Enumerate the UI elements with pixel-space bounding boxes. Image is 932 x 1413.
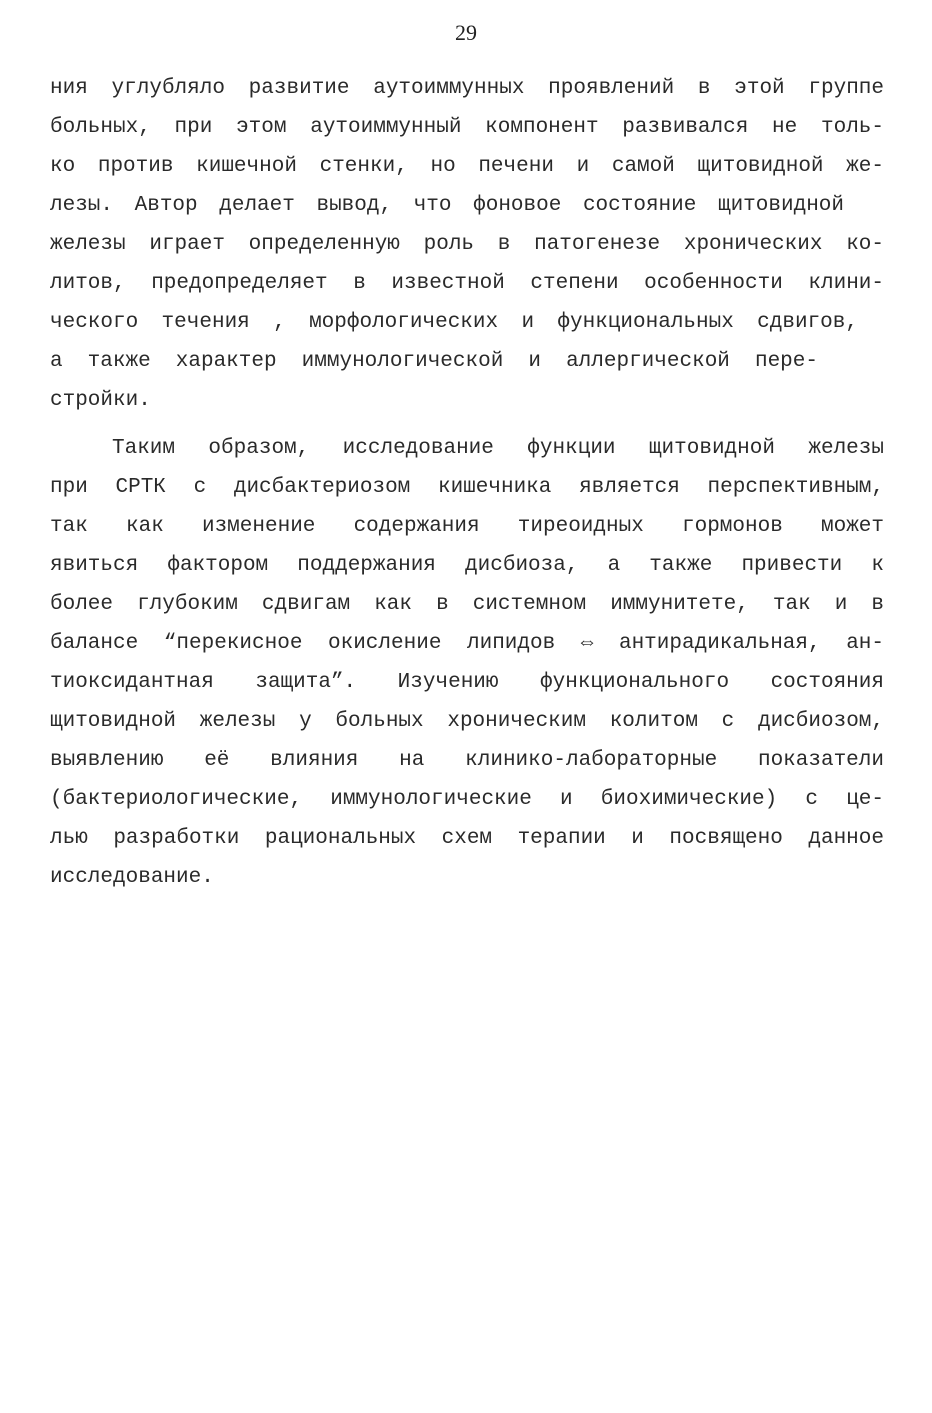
text-line: стройки.	[50, 389, 151, 412]
text-line: выявлению её влияния на клинико-лабораторные показатели	[50, 749, 884, 772]
text-line: ческого течения , морфологических и функциональных сдвигов,	[50, 311, 858, 334]
paragraph-2	[50, 429, 884, 897]
text-line: лезы. Автор делает вывод, что фоновое состояние щитовидной	[50, 194, 844, 217]
text-line: а также характер иммунологической и аллергической пере-	[50, 350, 818, 373]
text-line: больных, при этом аутоиммунный компонент развивался не толь-	[50, 116, 884, 139]
text-line: ко против кишечной стенки, но печени и самой щитовидной же-	[50, 155, 884, 178]
text-line: щитовидной железы у больных хроническим колитом с дисбиозом,	[50, 710, 884, 733]
text-line: исследование.	[50, 866, 214, 889]
text-line: литов, предопределяет в известной степени особенности клини-	[50, 272, 884, 295]
text-line: так как изменение содержания тиреоидных гормонов может	[50, 515, 884, 538]
text-line: более глубоким сдвигам как в системном иммунитете, так и в	[50, 593, 884, 616]
page-number: 29	[455, 20, 477, 45]
text-line: при СРТК с дисбактериозом кишечника является перспективным,	[50, 476, 884, 499]
text-line: ния углубляло развитие аутоиммунных проявлений в этой группе	[50, 77, 884, 100]
text-line: балансе “перекисное окисление липидов ⇔ антирадикальная, ан-	[50, 632, 884, 655]
text-line: явиться фактором поддержания дисбиоза, а также привести к	[50, 554, 884, 577]
text-line: лью разработки рациональных схем терапии и посвящено данное	[50, 827, 884, 850]
text-line: железы играет определенную роль в патогенезе хронических ко-	[50, 233, 884, 256]
paragraph-1	[50, 69, 884, 420]
text-line: Таким образом, исследование функции щитовидной железы	[112, 437, 884, 460]
text-line: (бактериологические, иммунологические и биохимические) с це-	[50, 788, 884, 811]
text-line: тиоксидантная защита”. Изучению функционального состояния	[50, 671, 884, 694]
